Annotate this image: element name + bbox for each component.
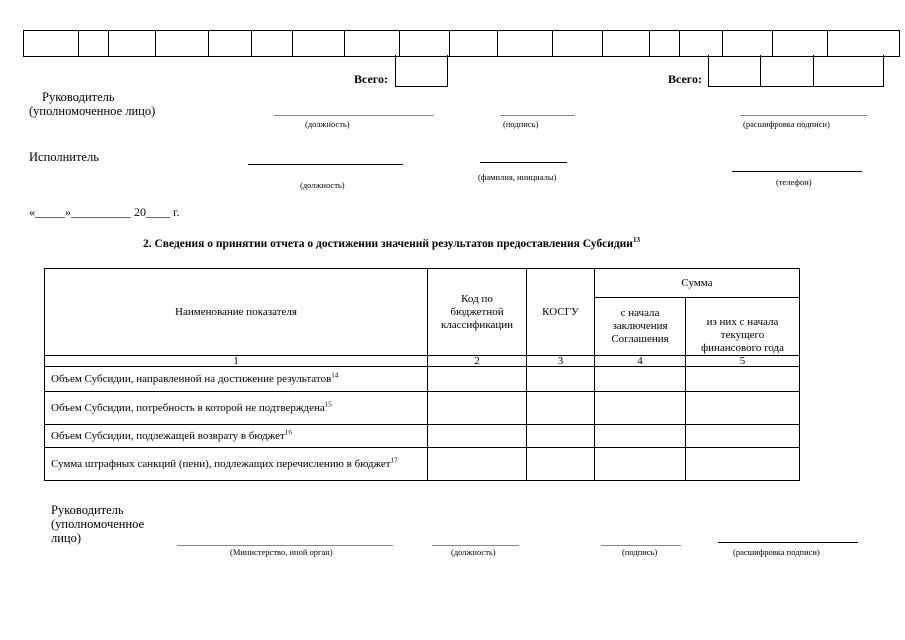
decryption-line-2 — [718, 542, 858, 543]
signature-caption: (подпись) — [503, 119, 539, 129]
row-label-text: Объем Субсидии, подлежащей возврату в бюджет — [51, 430, 285, 442]
column-number: 2 — [428, 356, 527, 367]
head-label-2-sub2: лицо) — [51, 531, 82, 545]
report-table — [44, 268, 800, 481]
position-line-2 — [432, 545, 519, 546]
executor-position-line — [248, 164, 403, 165]
total-cell-right — [708, 55, 884, 87]
executor-label: Исполнитель — [29, 150, 99, 164]
data-cell[interactable] — [595, 448, 686, 481]
row-footnote: 15 — [324, 400, 332, 409]
header-since-start: с начала заключения Соглашения — [595, 298, 686, 356]
executor-position-caption: (должность) — [300, 180, 345, 190]
ministry-caption: (Министерство, иной орган) — [230, 547, 333, 557]
column-number: 3 — [527, 356, 595, 367]
head-label: Руководитель — [42, 90, 115, 104]
signature-line — [500, 115, 575, 116]
row-label-text: Сумма штрафных санкций (пени), подлежащих перечислению в бюджет — [51, 458, 391, 470]
executor-name-caption: (фамилия, инициалы) — [478, 172, 557, 182]
row-label-text: Объем Субсидии, направленной на достижение результатов — [51, 373, 332, 385]
table-row — [24, 31, 900, 57]
total-label-right: Всего: — [668, 72, 702, 86]
row-label-text: Объем Субсидии, потребность в которой не подтверждена — [51, 402, 325, 414]
decryption-line — [740, 115, 867, 116]
column-number: 1 — [45, 356, 428, 367]
signature-line-2 — [601, 545, 681, 546]
data-cell[interactable] — [686, 448, 800, 481]
data-cell[interactable] — [527, 392, 595, 425]
row-label — [45, 392, 428, 425]
header-sum: Сумма — [595, 269, 800, 298]
ministry-line — [177, 545, 393, 546]
table-row — [45, 392, 800, 425]
decryption-caption: (расшифровка подписи) — [743, 119, 830, 129]
section-title-text: 2. Сведения о принятии отчета о достижении значений результатов предоставления Субсидии — [143, 238, 633, 250]
section-title — [143, 238, 640, 250]
position-caption-2: (должность) — [451, 547, 496, 557]
head-label-sub: (уполномоченное лицо) — [29, 104, 156, 118]
data-cell[interactable] — [428, 392, 527, 425]
head-label-2: Руководитель — [51, 503, 124, 517]
executor-name-line — [480, 162, 567, 163]
data-cell[interactable] — [686, 425, 800, 448]
head-label-2-sub: (уполномоченное — [51, 517, 145, 531]
header-indicator: Наименование показателя — [45, 269, 428, 356]
column-number: 5 — [686, 356, 800, 367]
row-label — [45, 367, 428, 392]
continuation-table — [23, 30, 900, 57]
data-cell[interactable] — [686, 367, 800, 392]
row-footnote: 17 — [390, 456, 398, 465]
executor-phone-line — [732, 171, 862, 172]
data-cell[interactable] — [595, 367, 686, 392]
table-row — [45, 448, 800, 481]
row-label — [45, 448, 428, 481]
header-code: Код по бюджетной классификации — [428, 269, 527, 356]
data-cell[interactable] — [527, 367, 595, 392]
data-cell[interactable] — [428, 367, 527, 392]
header-kosgu: КОСГУ — [527, 269, 595, 356]
row-footnote: 14 — [331, 371, 339, 380]
data-cell[interactable] — [595, 392, 686, 425]
position-line — [274, 115, 434, 116]
decryption-caption-2: (расшифровка подписи) — [733, 547, 820, 557]
executor-phone-caption: (телефон) — [776, 177, 812, 187]
column-number-row — [45, 356, 800, 367]
table-header-row — [45, 269, 800, 298]
column-number: 4 — [595, 356, 686, 367]
data-cell[interactable] — [527, 448, 595, 481]
data-cell[interactable] — [428, 425, 527, 448]
data-cell[interactable] — [686, 392, 800, 425]
date-line: «_____»__________ 20____ г. — [29, 205, 180, 219]
row-label — [45, 425, 428, 448]
total-label-left: Всего: — [354, 72, 388, 86]
section-title-footnote: 13 — [632, 236, 640, 245]
position-caption: (должность) — [305, 119, 350, 129]
table-row — [45, 367, 800, 392]
signature-caption-2: (подпись) — [622, 547, 658, 557]
table-row — [45, 425, 800, 448]
row-footnote: 16 — [284, 428, 292, 437]
total-cell-left — [395, 55, 448, 87]
data-cell[interactable] — [428, 448, 527, 481]
data-cell[interactable] — [527, 425, 595, 448]
data-cell[interactable] — [595, 425, 686, 448]
header-current-year: из них с начала текущего финансового года — [686, 298, 800, 356]
